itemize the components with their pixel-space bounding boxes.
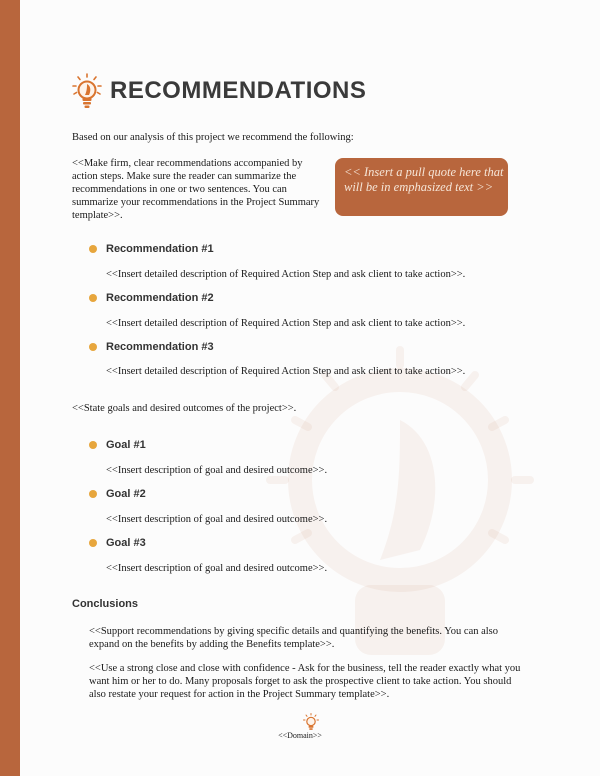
recommendation-desc: <<Insert detailed description of Required Action Step and ask client to take action>>.: [106, 318, 466, 329]
goal-heading: Goal #2: [106, 488, 146, 500]
recommendation-desc: <<Insert detailed description of Required Action Step and ask client to take action>>.: [106, 269, 466, 280]
goal-desc: <<Insert description of goal and desired outcome>>.: [106, 514, 328, 525]
conclusions-paragraph: <<Support recommendations by giving specific details and quantifying the benefits. You can also expand on the benefits by adding the Benefits template>>.: [89, 626, 499, 650]
pull-quote-box: [335, 158, 508, 216]
conclusions-paragraph: <<Use a strong close and close with confidence - Ask for the business, tell the reader exactly what you want him or her to do. Many proposals forget to ask the prospective client to take action. You should also restate your request for action in the Project Summary template>>.: [89, 663, 521, 700]
lightbulb-icon: [72, 73, 102, 111]
recommendation-heading: Recommendation #2: [106, 292, 214, 304]
recommendation-heading: Recommendation #3: [106, 341, 214, 353]
footer-domain: <<Domain>>: [278, 731, 322, 740]
goal-heading: Goal #3: [106, 537, 146, 549]
bullet-dot-icon: [89, 490, 97, 498]
page-title: RECOMMENDATIONS: [110, 77, 367, 104]
bullet-dot-icon: [89, 245, 97, 253]
lightbulb-icon: [303, 713, 319, 731]
intro-text: Based on our analysis of this project we recommend the following:: [72, 132, 354, 143]
side-accent-bar: [0, 0, 20, 776]
lightbulb-watermark-icon: [250, 330, 550, 660]
bullet-dot-icon: [89, 441, 97, 449]
conclusions-heading: Conclusions: [72, 598, 139, 610]
bullet-dot-icon: [89, 294, 97, 302]
goals-intro: <<State goals and desired outcomes of the project>>.: [72, 403, 297, 414]
goal-desc: <<Insert description of goal and desired outcome>>.: [106, 465, 328, 476]
bullet-dot-icon: [89, 539, 97, 547]
recommendation-heading: Recommendation #1: [106, 243, 214, 255]
recommend-paragraph: <<Make firm, clear recommendations accompanied by action steps. Make sure the reader can summarize the recommendations in one or two sentences. You can summarize your recommendations in the Project Summary template>>.: [72, 158, 320, 221]
goal-desc: <<Insert description of goal and desired outcome>>.: [106, 563, 328, 574]
recommendation-desc: <<Insert detailed description of Required Action Step and ask client to take action>>.: [106, 366, 466, 377]
goal-heading: Goal #1: [106, 439, 146, 451]
bullet-dot-icon: [89, 343, 97, 351]
pull-quote-text: << Insert a pull quote here that will be in emphasized text >>: [344, 165, 504, 194]
